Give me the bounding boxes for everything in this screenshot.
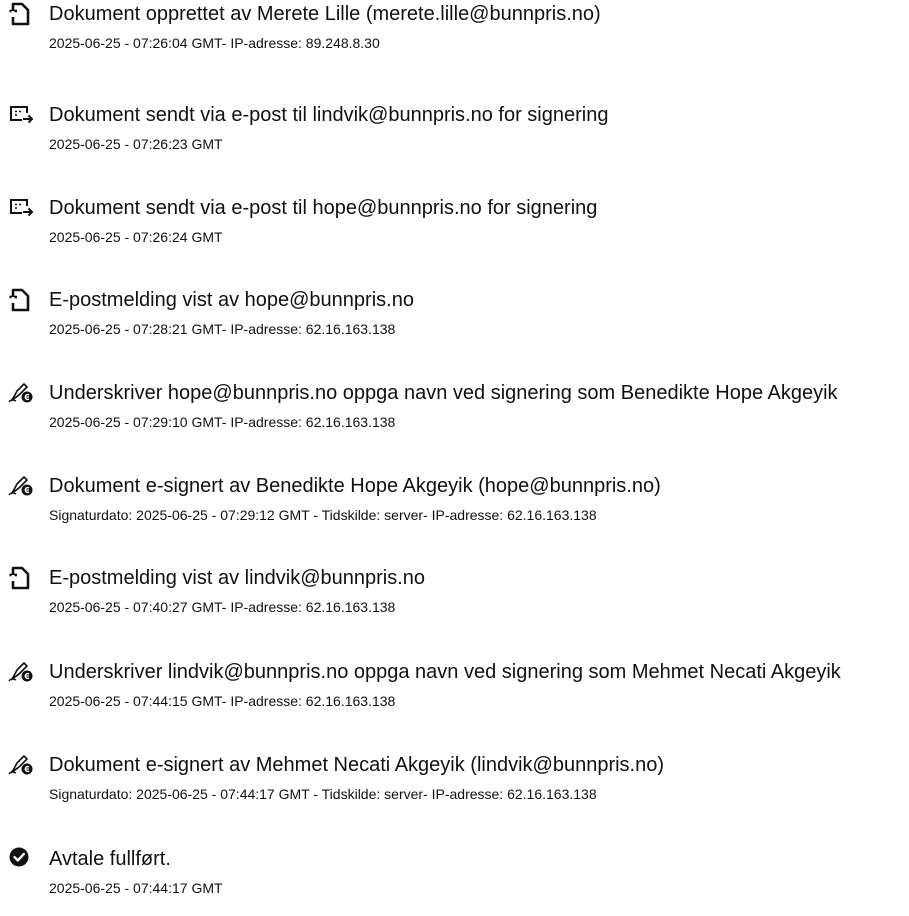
event-meta: 2025-06-25 - 07:29:10 GMT- IP-adresse: 62.16.163.138 <box>49 414 396 430</box>
audit-event <box>0 565 909 635</box>
event-title: Dokument opprettet av Merete Lille (merete.lille@bunnpris.no) <box>49 3 601 25</box>
event-title: Dokument sendt via e-post til lindvik@bunnpris.no for signering <box>49 104 609 126</box>
event-meta: 2025-06-25 - 07:26:23 GMT <box>49 136 223 152</box>
audit-event <box>0 473 909 543</box>
audit-event <box>0 1 909 71</box>
event-title: Dokument e-signert av Benedikte Hope Akgeyik (hope@bunnpris.no) <box>49 475 661 497</box>
email-viewed-icon <box>8 565 34 591</box>
audit-event <box>0 287 909 357</box>
event-title: Dokument sendt via e-post til hope@bunnpris.no for signering <box>49 197 598 219</box>
event-meta: 2025-06-25 - 07:44:17 GMT <box>49 880 223 896</box>
event-title: Avtale fullført. <box>49 848 171 870</box>
signature-icon <box>8 752 34 778</box>
email-sent-icon <box>8 102 34 128</box>
event-meta: Signaturdato: 2025-06-25 - 07:29:12 GMT - Tidskilde: server- IP-adresse: 62.16.163.138 <box>49 507 597 523</box>
audit-event <box>0 752 909 822</box>
document-created-icon <box>8 1 34 27</box>
audit-event <box>0 102 909 172</box>
check-circle-icon <box>8 846 34 872</box>
event-meta: Signaturdato: 2025-06-25 - 07:44:17 GMT - Tidskilde: server- IP-adresse: 62.16.163.138 <box>49 786 597 802</box>
event-meta: 2025-06-25 - 07:26:04 GMT- IP-adresse: 89.248.8.30 <box>49 35 380 51</box>
signature-icon <box>8 380 34 406</box>
audit-event <box>0 195 909 265</box>
event-title: Underskriver lindvik@bunnpris.no oppga navn ved signering som Mehmet Necati Akgeyik <box>49 661 841 683</box>
event-meta: 2025-06-25 - 07:26:24 GMT <box>49 229 223 245</box>
event-meta: 2025-06-25 - 07:44:15 GMT- IP-adresse: 62.16.163.138 <box>49 693 396 709</box>
email-sent-icon <box>8 195 34 221</box>
audit-event <box>0 659 909 729</box>
event-meta: 2025-06-25 - 07:40:27 GMT- IP-adresse: 62.16.163.138 <box>49 599 396 615</box>
event-title: Underskriver hope@bunnpris.no oppga navn ved signering som Benedikte Hope Akgeyik <box>49 382 838 404</box>
audit-event <box>0 846 909 916</box>
audit-event <box>0 380 909 450</box>
signature-icon <box>8 473 34 499</box>
event-title: Dokument e-signert av Mehmet Necati Akgeyik (lindvik@bunnpris.no) <box>49 754 665 776</box>
email-viewed-icon <box>8 287 34 313</box>
event-title: E-postmelding vist av hope@bunnpris.no <box>49 289 414 311</box>
event-title: E-postmelding vist av lindvik@bunnpris.no <box>49 567 426 589</box>
event-meta: 2025-06-25 - 07:28:21 GMT- IP-adresse: 62.16.163.138 <box>49 321 396 337</box>
signature-icon <box>8 659 34 685</box>
